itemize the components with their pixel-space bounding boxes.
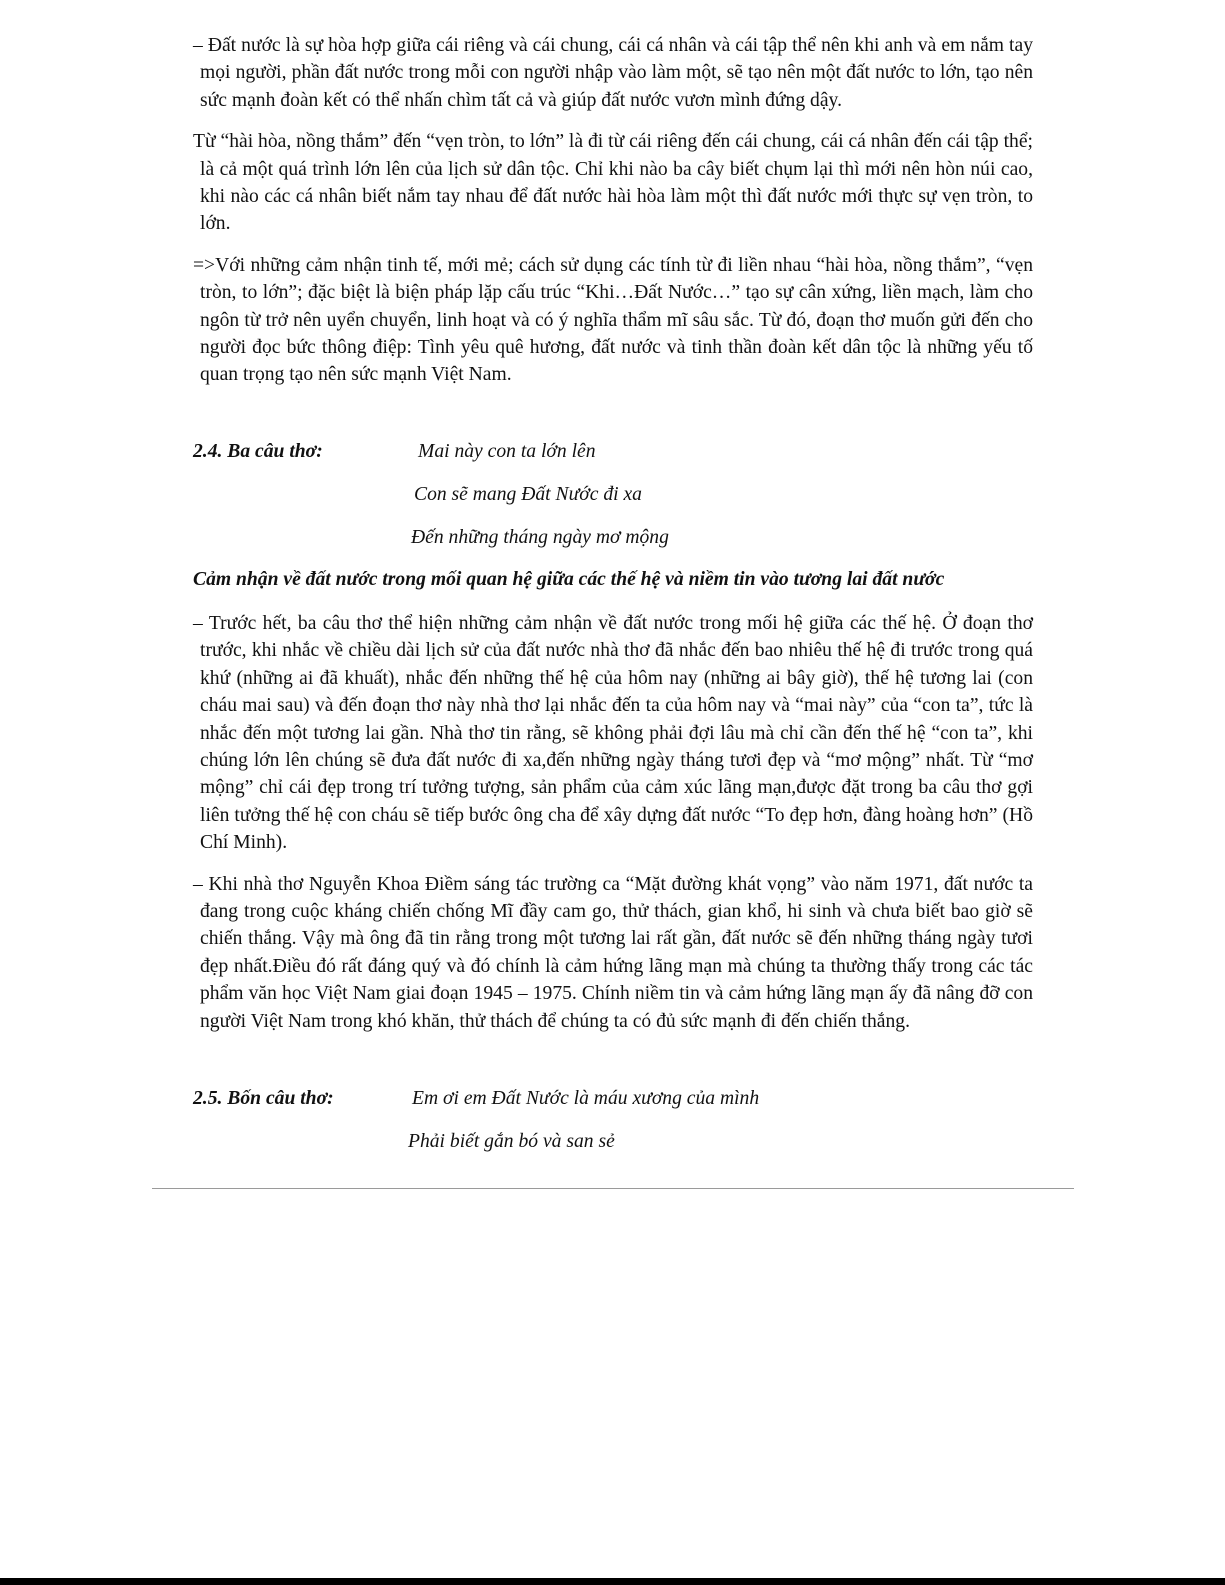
paragraph: =>Với những cảm nhận tinh tế, mới mẻ; cách sử dụng các tính từ đi liền nhau “hài hòa, nồng thắm”, “vẹn tròn, to lớn”; đặc biệt là biện pháp lặp cấu trúc “Khi…Đất Nước…” tạo sự cân xứng, liền mạch, làm cho ngôn từ trở nên uyển chuyển, linh hoạt và có ý nghĩa thẩm mĩ sâu sắc. Từ đó, đoạn thơ muốn gửi đến cho người đọc bức thông điệp: Tình yêu quê hương, đất nước và tinh thần đoàn kết dân tộc là những yếu tố quan trọng tạo nên sức mạnh Việt Nam. (193, 254, 1033, 386)
section-label-2-5: 2.5. Bốn câu thơ: (193, 1088, 334, 1109)
paragraph: – Đất nước là sự hòa hợp giữa cái riêng và cái chung, cái cá nhân và cái tập thể nên khi anh và em nắm tay mọi người, phần đất nước trong mỗi con người nhập vào làm một, sẽ tạo nên một đất nước to lớn, tạo nên sức mạnh đoàn kết có thể nhấn chìm tất cả và giúp đất nước vươn mình đứng dậy. (193, 35, 1033, 111)
body-text-upper (193, 32, 1033, 389)
section-title: Cảm nhận về đất nước trong mối quan hệ giữa các thế hệ và niềm tin vào tương lai đất nước (193, 569, 945, 590)
verse-line: Em ơi em Đất Nước là máu xương của mình (412, 1088, 760, 1109)
verse-line: Mai này con ta lớn lên (418, 441, 596, 462)
section-label-2-4: 2.4. Ba câu thơ: (193, 441, 323, 462)
bottom-edge-bar (0, 1578, 1225, 1585)
body-text-middle (193, 610, 1033, 1035)
verse-line: Phải biết gắn bó và san sẻ (408, 1131, 615, 1152)
paragraph: Từ “hài hòa, nồng thắm” đến “vẹn tròn, to lớn” là đi từ cái riêng đến cái chung, cái cá nhân đến cái tập thể; là cả một quá trình lớn lên của lịch sử dân tộc. Chỉ khi nào ba cây biết chụm lại thì mới nên hòn núi cao, khi nào các cá nhân biết nắm tay nhau để đất nước hài hòa làm một thì đất nước mới thực sự vẹn tròn, to lớn. (193, 131, 1033, 235)
verse-line: Đến những tháng ngày mơ mộng (411, 527, 669, 548)
paragraph: – Khi nhà thơ Nguyễn Khoa Điềm sáng tác trường ca “Mặt đường khát vọng” vào năm 1971, đất nước ta đang trong cuộc kháng chiến chống Mĩ đầy cam go, thử thách, gian khổ, hi sinh và chưa biết bao giờ sẽ chiến thắng. Vậy mà ông đã tin rằng trong một tương lai rất gần, đất nước sẽ đến những tháng ngày tươi đẹp nhất.Điều đó rất đáng quý và đó chính là cảm hứng lãng mạn mà chúng ta thường thấy trong các tác phẩm văn học Việt Nam giai đoạn 1945 – 1975. Chính niềm tin và cảm hứng lãng mạn ấy đã nâng đỡ con người Việt Nam trong khó khăn, thử thách để chúng ta có đủ sức mạnh đi đến chiến thắng. (193, 873, 1033, 1032)
verse-line: Con sẽ mang Đất Nước đi xa (414, 484, 642, 505)
page-divider (152, 1188, 1074, 1189)
paragraph: – Trước hết, ba câu thơ thể hiện những cảm nhận về đất nước trong mối hệ giữa các thế hệ. Ở đoạn thơ trước, khi nhắc về chiều dài lịch sử của đất nước nhà thơ đã nhắc đến bao nhiêu thế hệ đi trước trong quá khứ (những ai đã khuất), nhắc đến những thế hệ của hôm nay (những ai bây giờ), thế hệ tương lai (con cháu mai sau) và đến đoạn thơ này nhà thơ lại nhắc đến ta của hôm nay và “mai này” của “con ta”, tức là nhắc đến một tương lai gần. Nhà thơ tin rằng, sẽ không phải đợi lâu mà chỉ cần đến thế hệ “con ta”, khi chúng lớn lên chúng sẽ đưa đất nước đi xa,đến những ngày tháng tươi đẹp và “mơ mộng” nhất. Từ “mơ mộng” chỉ cái đẹp trong trí tưởng tượng, sản phẩm của cảm xúc lãng mạn,được đặt trong ba câu thơ gợi liên tưởng thế hệ con cháu sẽ tiếp bước ông cha để xây dựng đất nước “To đẹp hơn, đàng hoàng hơn” (Hồ Chí Minh). (193, 613, 1033, 854)
